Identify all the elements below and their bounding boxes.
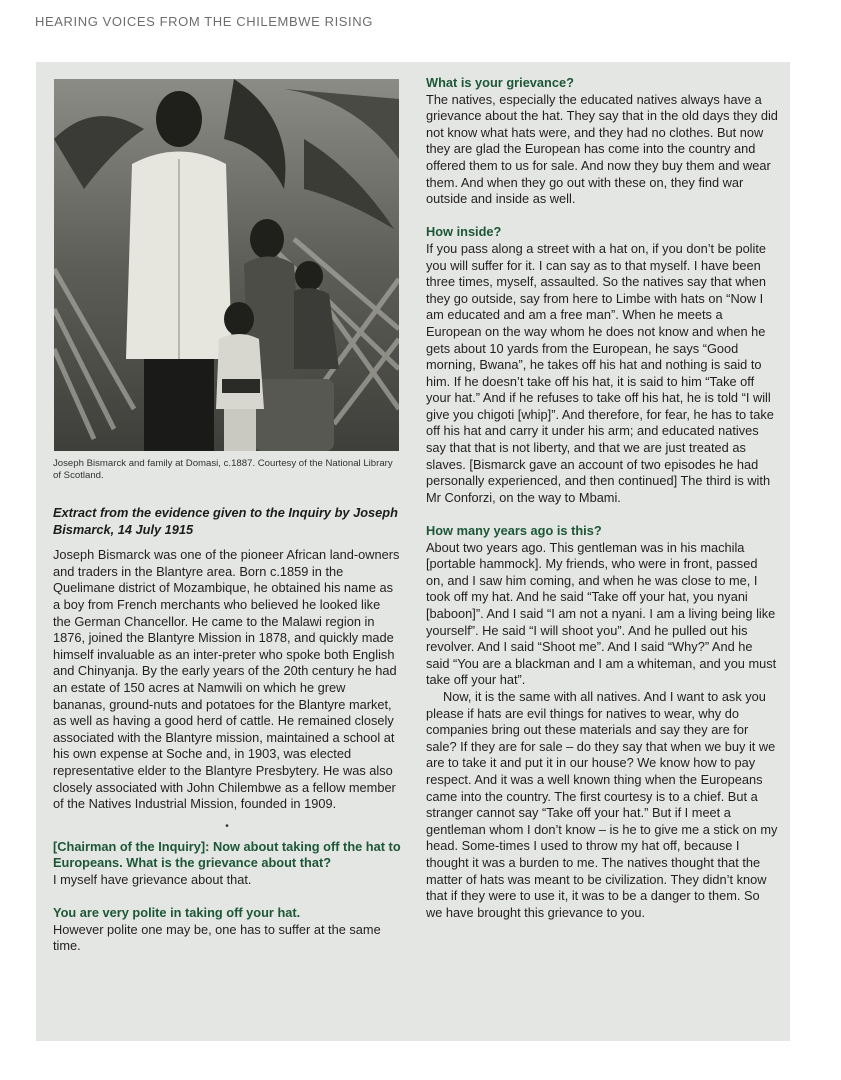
speaker-label: [Chairman of the Inquiry]:: [53, 838, 213, 854]
photo-caption: Joseph Bismarck and family at Domasi, c.1887. Courtesy of the National Library of Scotland.: [53, 458, 393, 482]
question-hat-grievance: [53, 839, 401, 872]
question-what-grievance: What is your grievance?: [426, 75, 574, 90]
running-head: HEARING VOICES FROM THE CHILEMBWE RISING: [35, 14, 373, 29]
answer-text: About two years ago. This gentleman was in his machila [portable hammock]. My friends, who were in front, passed on, and I saw him coming, and when he was close to me, I took off my hat. And he said “Take off your hat, you nyani [baboon]”. And I said “I am not a nyani. I am a living being like yourself”. He said “I will shoot you”. And he pulled out his revolver. And I said “Shoot me”. And I said “Why?” And he said “You are a blackman and I am a whiteman, and you must take off your hat”.: [426, 539, 777, 688]
answer-text: I myself have grievance about that.: [53, 871, 252, 887]
answer-continuation: Now, it is the same with all natives. And I want to ask you please if hats are evil things for natives to wear, why do companies bring out these materials and say they are for sale? If they are for sale – do they say that when we buy it we are to take it and put it in our house? We know how to pay respect. And it was a well known thing when the Europeans came into the country. The first courtesy is to a chief. But a stranger cannot say “Take off your hat.” But if I meet a gentleman whom I don’t know – is he to give me a stick on my head. Some-times I used to throw my hat off, because I thought it was a burden to me. The natives thought that the matter of hats was meant to be civilization. They didn’t know that if they were to use it, it was to be a danger to them. So we have brought this grievance to you.: [426, 688, 778, 920]
bio-paragraph: Joseph Bismarck was one of the pioneer African land-owners and traders in the Blantyre area. Born c.1859 in the Quelimane district of Mozambique, he obtained his name as a boy from French merchants who believed he looked like the German Chancellor. He came to the Malawi region in 1876, joined the Blantyre Mission in 1878, and quickly made himself invaluable as an inter-preter who spoke both English and Chinyanja. By the early years of the 20th century he had an estate of 150 acres at Namwili on which he grew bananas, ground-nuts and potatoes for the Blantyre market, as well as having a good herd of cattle. He remained closely associated with the Blantyre mission, maintained a school at his own expense at Soche and, in 1903, was elected representative elder to the Blantyre Presbytery. He was also closely associated with John Chilembwe as a fellow member of the Natives Industrial Mission, founded in 1909.: [53, 547, 400, 812]
answer-text: If you pass along a street with a hat on, if you don’t be polite you will suffer for it. I can say as to that myself. I have been three times, myself, assaulted. So the natives say that when they go outside, say from here to Limbe with hats on “Now I am educated and am a free man”. When he meets a European on the way whom he does not know and when he gets about 10 yards from the European, he says “Good morning, Bwana”, he takes off his hat and nothing is said to him. If he doesn’t take off his hat, it is said to him “Take off your hat.” And if he refuses to take off his hat, he is told “I will give you chigoti [whip]”. And therefore, for fear, he has to take off his hat and carry it under his arm; and educated natives say that that is not liberty, and that we are just treated as slaves. [Bismarck gave an account of two episodes he had personally experienced, and then continued] The third is with Mr Conforzi, on the way to Mbami.: [426, 240, 774, 505]
section-separator: •: [225, 820, 229, 832]
extract-title: Extract from the evidence given to the Inquiry by Joseph Bismarck, 14 July 1915: [53, 505, 398, 537]
family-photo-illustration: [54, 79, 399, 451]
question-polite: You are very polite in taking off your hat.: [53, 905, 301, 921]
question-how-inside: How inside?: [426, 224, 502, 240]
question-how-many-years: How many years ago is this?: [426, 523, 602, 539]
answer-text: The natives, especially the educated natives always have a grievance about the hat. They say that in the old days they did not know what hats were, and they had no clothes. But now they are glad the European has come into the country and offered them to us for sale. And now they buy them and wear them. And when they go out with these on, they find war outside and inside as well.: [426, 91, 778, 207]
left-column: [53, 505, 401, 955]
answer-text: However polite one may be, one has to suffer at the same time.: [53, 921, 381, 954]
right-column: [426, 75, 778, 921]
question-text: Now about taking off the hat to Europeans. What is the grievance about that?: [53, 838, 401, 871]
historical-photo: [54, 79, 399, 451]
